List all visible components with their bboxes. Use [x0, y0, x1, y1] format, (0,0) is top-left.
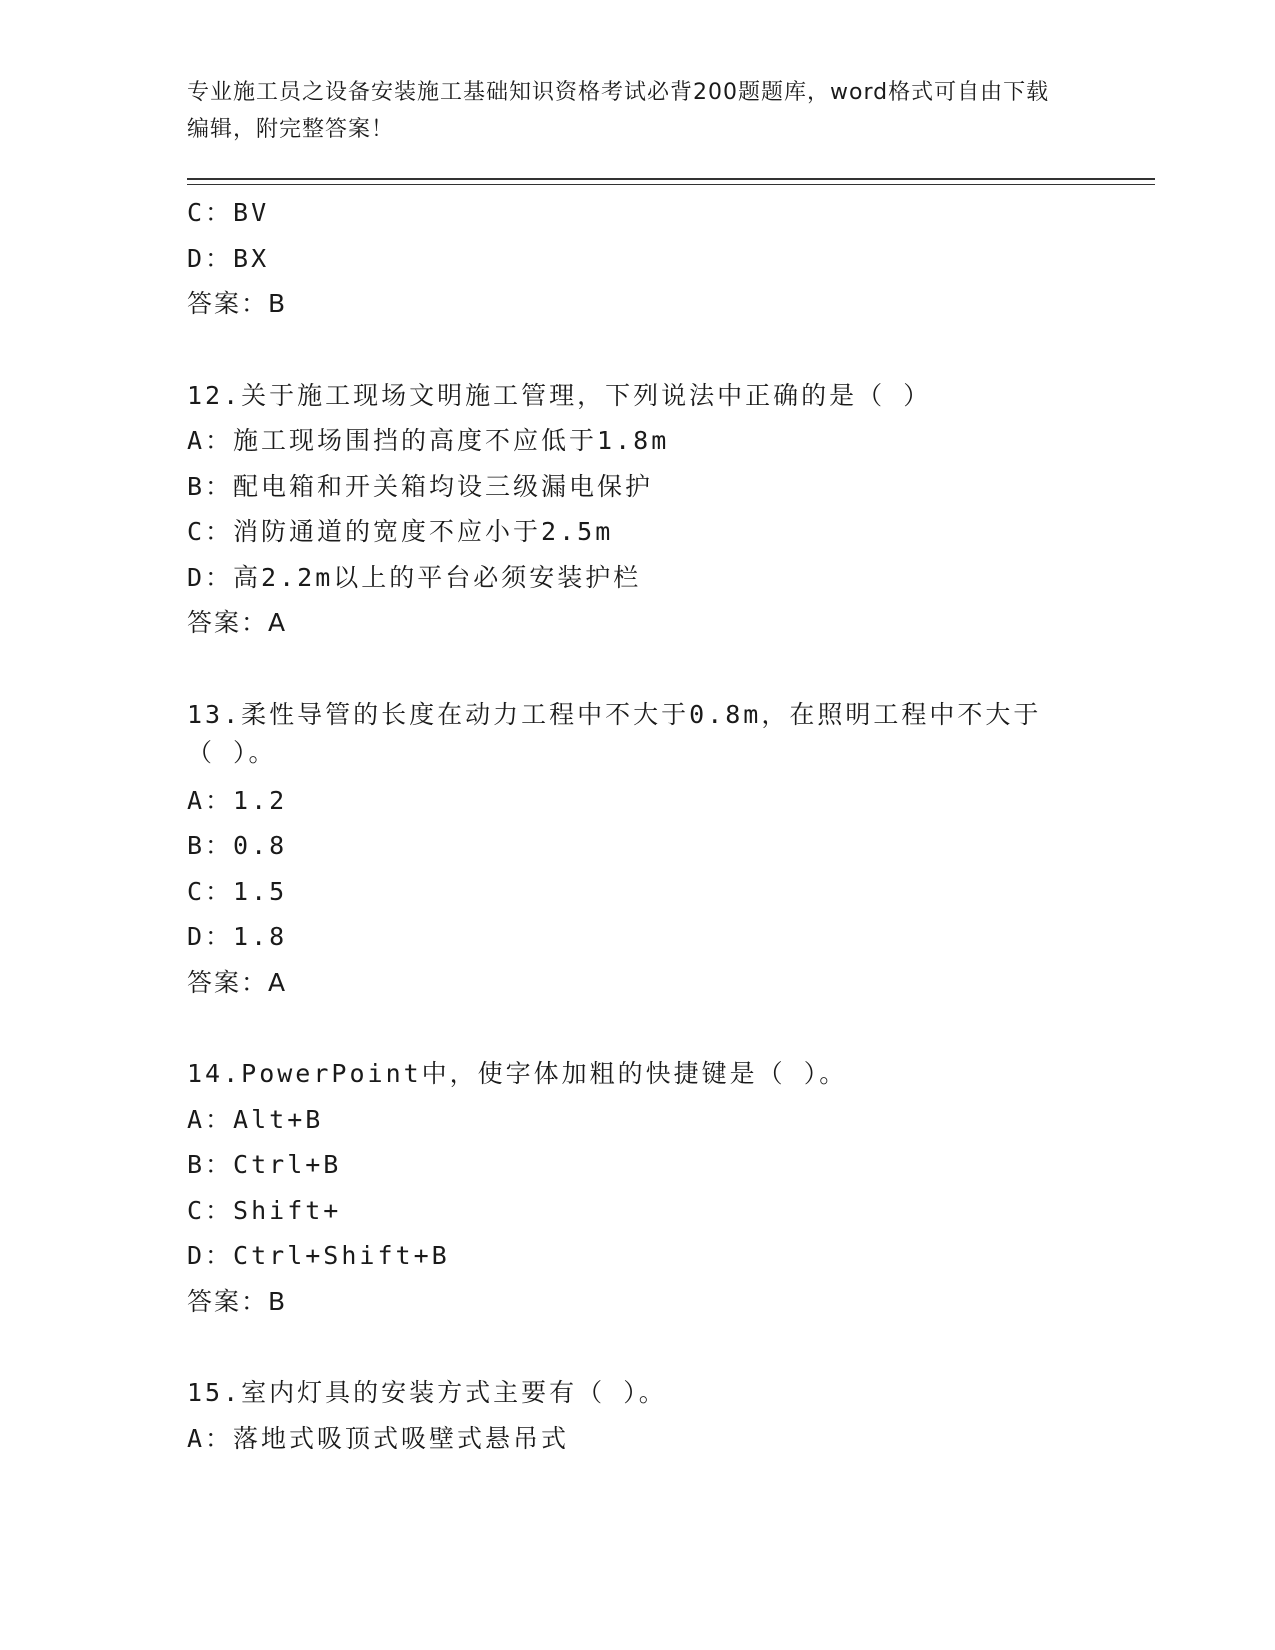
- header-divider-thin: [187, 184, 1155, 185]
- option-c: C：BV: [187, 198, 270, 227]
- option-b: B：配电箱和开关箱均设三级漏电保护: [187, 471, 654, 501]
- question-stem: 15.室内灯具的安装方式主要有（ ）。: [187, 1378, 667, 1407]
- option-b: B：Ctrl+B: [187, 1150, 342, 1179]
- question-12: [187, 373, 1087, 646]
- question-stem: 14.PowerPoint中，使字体加粗的快捷键是（ ）。: [187, 1059, 848, 1088]
- option-d: D：1.8: [187, 922, 288, 951]
- question-spacer: [187, 1005, 1087, 1051]
- answer-line: 答案：B: [187, 289, 288, 318]
- option-d: D：高2.2m以上的平台必须安装护栏: [187, 562, 642, 592]
- question-spacer: [187, 327, 1087, 373]
- option-a: A：1.2: [187, 785, 288, 815]
- option-d: D：Ctrl+Shift+B: [187, 1241, 450, 1270]
- option-a: A：落地式吸顶式吸壁式悬吊式: [187, 1423, 570, 1453]
- header-divider-thick: [187, 178, 1155, 180]
- option-a: A：施工现场围挡的高度不应低于1.8m: [187, 426, 670, 455]
- page-header-title: 专业施工员之设备安装施工基础知识资格考试必背200题题库，word格式可自由下载编辑，附完整答案！: [187, 80, 1050, 142]
- question-spacer: [187, 646, 1087, 692]
- question-content: [187, 190, 1087, 1461]
- question-continued: [187, 190, 1087, 327]
- answer-line: 答案：A: [187, 967, 288, 997]
- option-c: C：Shift+: [187, 1195, 342, 1225]
- question-stem: 13.柔性导管的长度在动力工程中不大于0.8m，在照明工程中不大于（ ）。: [187, 699, 1042, 767]
- question-15: [187, 1370, 1087, 1461]
- option-d: D：BX: [187, 243, 270, 273]
- question-14: [187, 1051, 1087, 1324]
- question-spacer: [187, 1324, 1087, 1370]
- answer-line: 答案：B: [187, 1286, 288, 1316]
- question-13: [187, 692, 1087, 1006]
- option-c: C：消防通道的宽度不应小于2.5m: [187, 517, 614, 546]
- question-stem: 12.关于施工现场文明施工管理，下列说法中正确的是（ ）: [187, 380, 932, 410]
- answer-line: 答案：A: [187, 608, 288, 637]
- option-b: B：0.8: [187, 831, 288, 860]
- option-a: A：Alt+B: [187, 1104, 324, 1134]
- option-c: C：1.5: [187, 876, 288, 906]
